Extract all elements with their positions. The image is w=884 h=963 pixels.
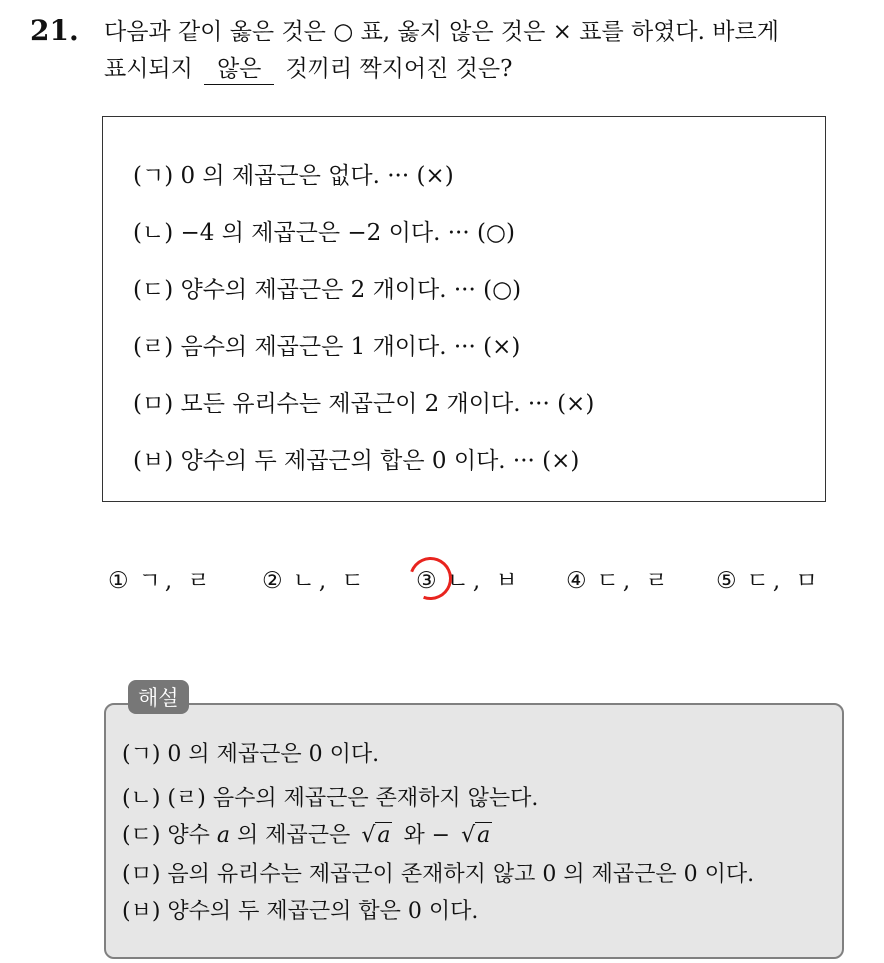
- question-line-2-post: 것끼리 짝지어진 것은?: [285, 56, 513, 82]
- question-line-2: [104, 51, 864, 88]
- choice-2[interactable]: ② ㄴ, ㄷ: [262, 568, 368, 594]
- answer-choices: [108, 562, 828, 602]
- statement-item: (ㄴ) −4 의 제곱근은 −2 이다. ··· (○): [133, 220, 515, 246]
- statement-item: (ㅂ) 양수의 두 제곱근의 합은 0 이다. ··· (×): [133, 448, 580, 474]
- sqrt-a-negative: √ a: [461, 823, 491, 848]
- choice-4[interactable]: ④ ㄷ, ㄹ: [566, 568, 672, 594]
- statement-item: (ㅁ) 모든 유리수는 제곱근이 2 개이다. ··· (×): [133, 391, 595, 417]
- question-line-1: 다음과 같이 옳은 것은 ○ 표, 옳지 않은 것은 × 표를 하였다. 바르게: [104, 19, 779, 45]
- question-text: [104, 14, 864, 88]
- explanation-label: 해설: [128, 680, 189, 714]
- choice-3[interactable]: ③ ㄴ, ㅂ: [416, 562, 522, 595]
- explanation-line-sqrt: (ㄷ) 양수 a 의 제곱근은 √ a 와 − √ a: [122, 823, 491, 848]
- choice-5[interactable]: ⑤ ㄷ, ㅁ: [716, 568, 822, 594]
- statement-item: (ㄹ) 음수의 제곱근은 1 개이다. ··· (×): [133, 334, 521, 360]
- question-line-2-pre: 표시되지: [104, 56, 193, 82]
- choice-1[interactable]: ① ㄱ, ㄹ: [108, 568, 214, 594]
- sqrt-a: √ a: [361, 823, 391, 848]
- explanation-line: (ㅁ) 음의 유리수는 제곱근이 존재하지 않고 0 의 제곱근은 0 이다.: [122, 862, 755, 887]
- explanation-line: (ㅂ) 양수의 두 제곱근의 합은 0 이다.: [122, 899, 479, 924]
- statement-box: [102, 116, 826, 502]
- statement-item: (ㄱ) 0 의 제곱근은 없다. ··· (×): [133, 163, 454, 189]
- underlined-word: 않은: [204, 54, 274, 85]
- statement-item: (ㄷ) 양수의 제곱근은 2 개이다. ··· (○): [133, 277, 522, 303]
- explanation-line: (ㄱ) 0 의 제곱근은 0 이다.: [122, 742, 380, 767]
- explanation-line: (ㄴ) (ㄹ) 음수의 제곱근은 존재하지 않는다.: [122, 786, 539, 811]
- question-number: 21.: [30, 14, 79, 47]
